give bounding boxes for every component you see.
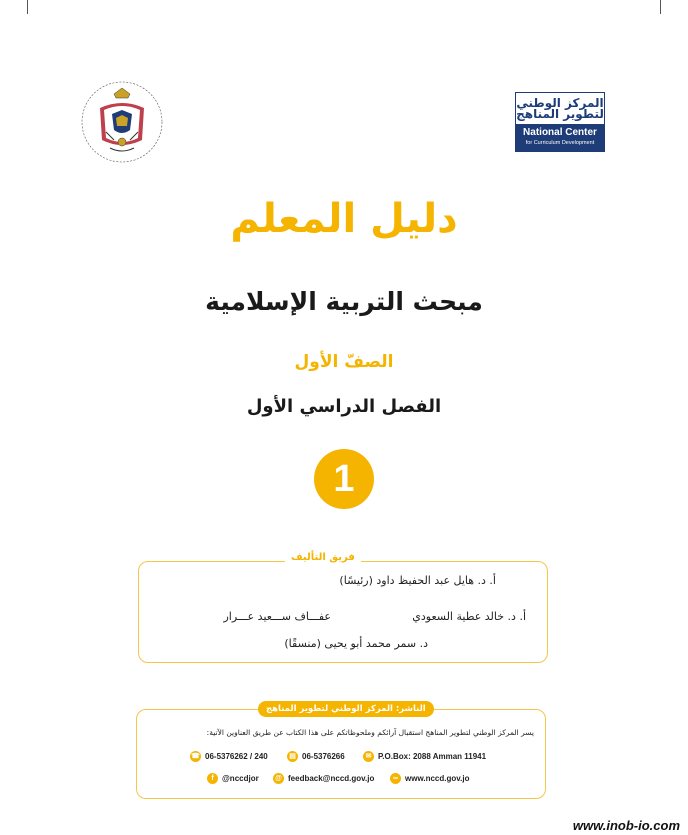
contact-facebook	[207, 773, 259, 784]
crop-mark-left	[10, 0, 28, 14]
contact-facebook-text: @nccdjor	[222, 774, 259, 783]
contact-website-text: www.nccd.gov.jo	[405, 774, 470, 783]
author-name: د. سمر محمد أبو يحيى (منسقًا)	[284, 637, 428, 650]
phone-icon: ☎	[191, 753, 200, 760]
mail-icon: ✉	[363, 751, 374, 762]
semester-label: الفصل الدراسي الأول	[246, 396, 442, 417]
site-watermark: www.inob-io.com	[572, 818, 680, 833]
contact-website	[390, 773, 469, 784]
nccd-logo-arabic-text: المركز الوطني لتطوير المناهج	[516, 95, 604, 121]
nccd-logo-arabic-block	[515, 92, 605, 125]
jordan-coat-of-arms-icon	[80, 80, 164, 164]
contact-pobox-text: P.O.Box: 2088 Amman 11941	[378, 752, 487, 761]
contact-fax	[287, 751, 345, 762]
crop-mark-right	[660, 0, 678, 14]
nccd-logo-english-line2: for Curriculum Development	[525, 140, 595, 146]
contact-phone	[190, 751, 268, 762]
contact-email-text: feedback@nccd.gov.jo	[288, 774, 375, 783]
book-title: دليل المعلم	[230, 196, 458, 242]
nccd-logo-english-block	[515, 125, 605, 152]
author-name: عفـــاف ســـعيد عـــرار	[223, 610, 331, 623]
volume-number-badge: 1	[314, 449, 374, 509]
publisher-feedback-note: يسر المركز الوطني لتطوير المناهج استقبال آرائكم وملحوظاتكم على هذا الكتاب عن طريق العناوين الآتية:	[206, 728, 534, 737]
authors-heading: فريق التأليف	[285, 552, 361, 563]
publisher-heading: الناشر: المركز الوطني لتطوير المناهج	[258, 701, 434, 717]
grade-label: الصفّ الأول	[294, 352, 394, 372]
link-icon: ∞	[390, 773, 401, 784]
subject-title: مبحث التربية الإسلامية	[205, 287, 483, 316]
at-sign-icon: @	[273, 773, 284, 784]
fax-icon: ▤	[287, 751, 298, 762]
nccd-logo-english-line1: National Center	[523, 127, 597, 138]
contact-fax-text: 06-5376266	[302, 752, 345, 761]
contact-phone-text: 06-5376262 / 240	[205, 752, 268, 761]
contact-pobox	[363, 751, 486, 762]
author-name: أ. د. خالد عطية السعودي	[412, 610, 526, 623]
contact-email	[273, 773, 374, 784]
author-name: أ. د. هايل عبد الحفيظ داود (رئيسًا)	[339, 574, 496, 587]
facebook-icon: f	[207, 773, 218, 784]
nccd-logo	[515, 92, 605, 152]
